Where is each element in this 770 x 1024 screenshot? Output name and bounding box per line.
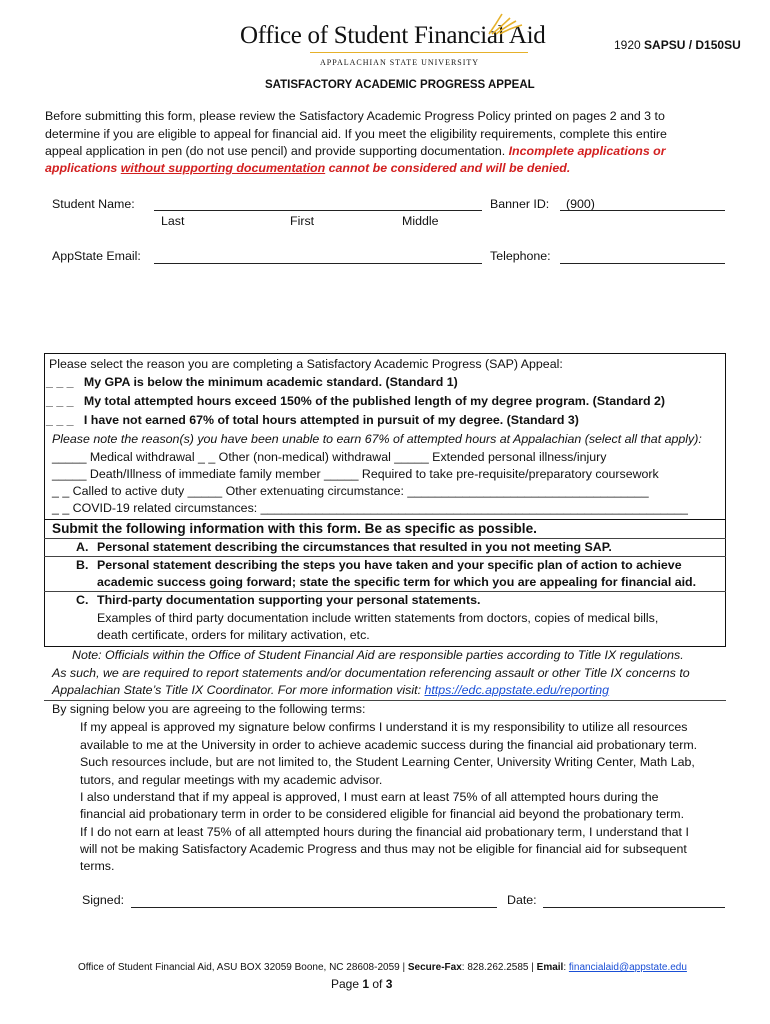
item-c-letter: C. <box>76 593 89 607</box>
agreement-p2-3: If I do not earn at least 75% of all attempted hours during the financial aid probationary term, I understand that I <box>80 825 689 839</box>
agreement-lead: By signing below you are agreeing to the following terms: <box>52 702 366 716</box>
student-name-field[interactable] <box>154 210 482 211</box>
intro-line-1: Before submitting this form, please review the Satisfactory Academic Progress Policy printed on pages 2 and 3 to <box>45 109 665 123</box>
item-c-sub-2: death certificate, orders for military activation, etc. <box>97 628 370 642</box>
agreement-p1-3: Such resources include, but are not limited to, the Student Learning Center, University Writing Center, Math Lab, <box>80 755 695 769</box>
agreement-p2-5: terms. <box>80 859 115 873</box>
signed-label: Signed: <box>82 893 125 907</box>
item-c-text: Third-party documentation supporting your personal statements. <box>97 593 481 607</box>
checkbox-blank: _ _ _ <box>46 375 74 389</box>
item-a-text: Personal statement describing the circumstances that resulted in you not meeting SAP. <box>97 540 612 554</box>
email-field[interactable] <box>154 263 482 264</box>
title-ix-line-3-text: Appalachian State’s Title IX Coordinator. For more information visit: <box>52 683 425 697</box>
middle-label: Middle <box>402 214 439 228</box>
sap-note: Please note the reason(s) you have been unable to earn 67% of attempted hours at Appalachian (select all that apply): <box>52 432 702 446</box>
agreement-p2-4: will not be making Satisfactory Academic Progress and thus may not be eligible for financial aid for subsequent <box>80 842 687 856</box>
first-label: First <box>290 214 315 228</box>
page-word: Page <box>331 977 363 991</box>
title-ix-line-3 <box>52 683 609 697</box>
item-a-letter: A. <box>76 540 89 554</box>
standard-1-label: My GPA is below the minimum academic standard. (Standard 1) <box>83 375 458 389</box>
page-current: 1 <box>362 977 370 991</box>
item-b-divider <box>44 591 726 592</box>
telephone-label: Telephone: <box>490 249 551 263</box>
intro-line-3 <box>45 144 666 158</box>
checkbox-blank: _ _ _ <box>46 413 74 427</box>
footer-fax: : 828.262.2585 | <box>461 962 537 973</box>
page-total: 3 <box>385 977 393 991</box>
title-ix-reporting-link[interactable]: https://edc.appstate.edu/reporting <box>424 683 610 697</box>
page-number <box>331 977 392 991</box>
student-name-label: Student Name: <box>52 197 135 211</box>
sap-prompt: Please select the reason you are completing a Satisfactory Academic Progress (SAP) Appeal: <box>49 357 563 371</box>
agreement-p1-4: tutors, and regular meetings with my academic advisor. <box>80 773 383 787</box>
warning-text-a: Incomplete applications or <box>508 144 666 158</box>
footer-email-colon: : <box>563 962 569 973</box>
sunburst-logo-icon <box>488 12 528 39</box>
submit-heading: Submit the following information with this form. Be as specific as possible. <box>52 521 537 536</box>
signature-field[interactable] <box>131 907 497 908</box>
email-label: AppState Email: <box>52 249 141 263</box>
item-b-text-1: Personal statement describing the steps you have taken and your specific plan of action to achieve <box>97 558 682 572</box>
banner-id-field[interactable] <box>560 210 725 211</box>
item-c-sub-1: Examples of third party documentation include written statements from doctors, copies of medical bills, <box>97 611 659 625</box>
agreement-p1-1: If my appeal is approved my signature below confirms I understand it is my responsibility to utilize all resources <box>80 720 688 734</box>
standard-3-option[interactable] <box>46 413 579 427</box>
university-name: APPALACHIAN STATE UNIVERSITY <box>320 58 480 67</box>
footer-fax-label: Secure-Fax <box>407 962 462 973</box>
agreement-p2-1: I also understand that if my appeal is approved, I must earn at least 75% of all attempted hours during the <box>80 790 659 804</box>
telephone-field[interactable] <box>560 263 725 264</box>
form-code-value: SAPSU / D150SU <box>644 38 741 52</box>
form-code <box>614 38 741 52</box>
page-of: of <box>369 977 386 991</box>
reason-row-4[interactable]: _ _ COVID-19 related circumstances: ______________________________________________________________ <box>52 501 688 515</box>
intro-line-3-text: appeal application in pen (do not use pencil) and provide supporting documentation. <box>45 144 509 158</box>
submit-divider <box>44 538 726 539</box>
footer-email-link[interactable]: financialaid@appstate.edu <box>568 962 687 973</box>
date-label: Date: <box>507 893 537 907</box>
title-ix-line-1: Note: Officials within the Office of Student Financial Aid are responsible parties according to Title IX regulations. <box>72 648 684 662</box>
item-b-text-2: academic success going forward; state the specific term for which you are appealing for financial aid. <box>97 575 697 589</box>
logo-rule <box>310 52 528 53</box>
reason-row-1[interactable]: _____ Medical withdrawal _ _ Other (non-medical) withdrawal _____ Extended personal illness/injury <box>52 450 607 464</box>
banner-id-label: Banner ID: <box>490 197 550 211</box>
item-a-divider <box>44 556 726 557</box>
warning-text-d: cannot be considered and will be denied. <box>325 161 571 175</box>
form-title: SATISFACTORY ACADEMIC PROGRESS APPEAL <box>265 79 535 91</box>
standard-2-label: My total attempted hours exceed 150% of the published length of my degree program. (Standard 2) <box>83 394 665 408</box>
footer-contact <box>78 962 687 973</box>
standard-3-label: I have not earned 67% of total hours attempted in pursuit of my degree. (Standard 3) <box>83 413 579 427</box>
warning-text-b: applications <box>45 161 121 175</box>
date-field[interactable] <box>543 907 725 908</box>
standard-2-option[interactable] <box>46 394 665 408</box>
footer-address: Office of Student Financial Aid, ASU BOX 32059 Boone, NC 28608-2059 | <box>78 962 408 973</box>
reason-row-3[interactable]: _ _ Called to active duty _____ Other extenuating circumstance: ___________________________________ <box>52 484 649 498</box>
title-ix-line-2: As such, we are required to report statements and/or documentation referencing assault or other Title IX concerns to <box>52 666 690 680</box>
last-label: Last <box>161 214 185 228</box>
agreement-p1-2: available to me at the University in order to achieve academic success during the financial aid probationary term. <box>80 738 698 752</box>
banner-id-prefix: (900) <box>566 197 595 211</box>
agreement-divider <box>44 700 726 701</box>
warning-text-c: without supporting documentation <box>120 161 326 175</box>
office-title: Office of Student Financial Aid <box>240 22 546 49</box>
footer-email-label: Email <box>536 962 564 973</box>
intro-line-4 <box>45 161 570 175</box>
reason-row-2[interactable]: _____ Death/Illness of immediate family member _____ Required to take pre-requisite/preparatory coursework <box>52 467 659 481</box>
agreement-p2-2: financial aid probationary term in order to be considered eligible for financial aid beyond the probationary term. <box>80 807 685 821</box>
checkbox-blank: _ _ _ <box>46 394 74 408</box>
item-b-letter: B. <box>76 558 89 572</box>
form-code-prefix: 1920 <box>614 38 645 52</box>
standard-1-option[interactable] <box>46 375 458 389</box>
intro-line-2: determine if you are eligible to appeal for financial aid. If you meet the eligibility requirements, complete this entire <box>45 127 667 141</box>
